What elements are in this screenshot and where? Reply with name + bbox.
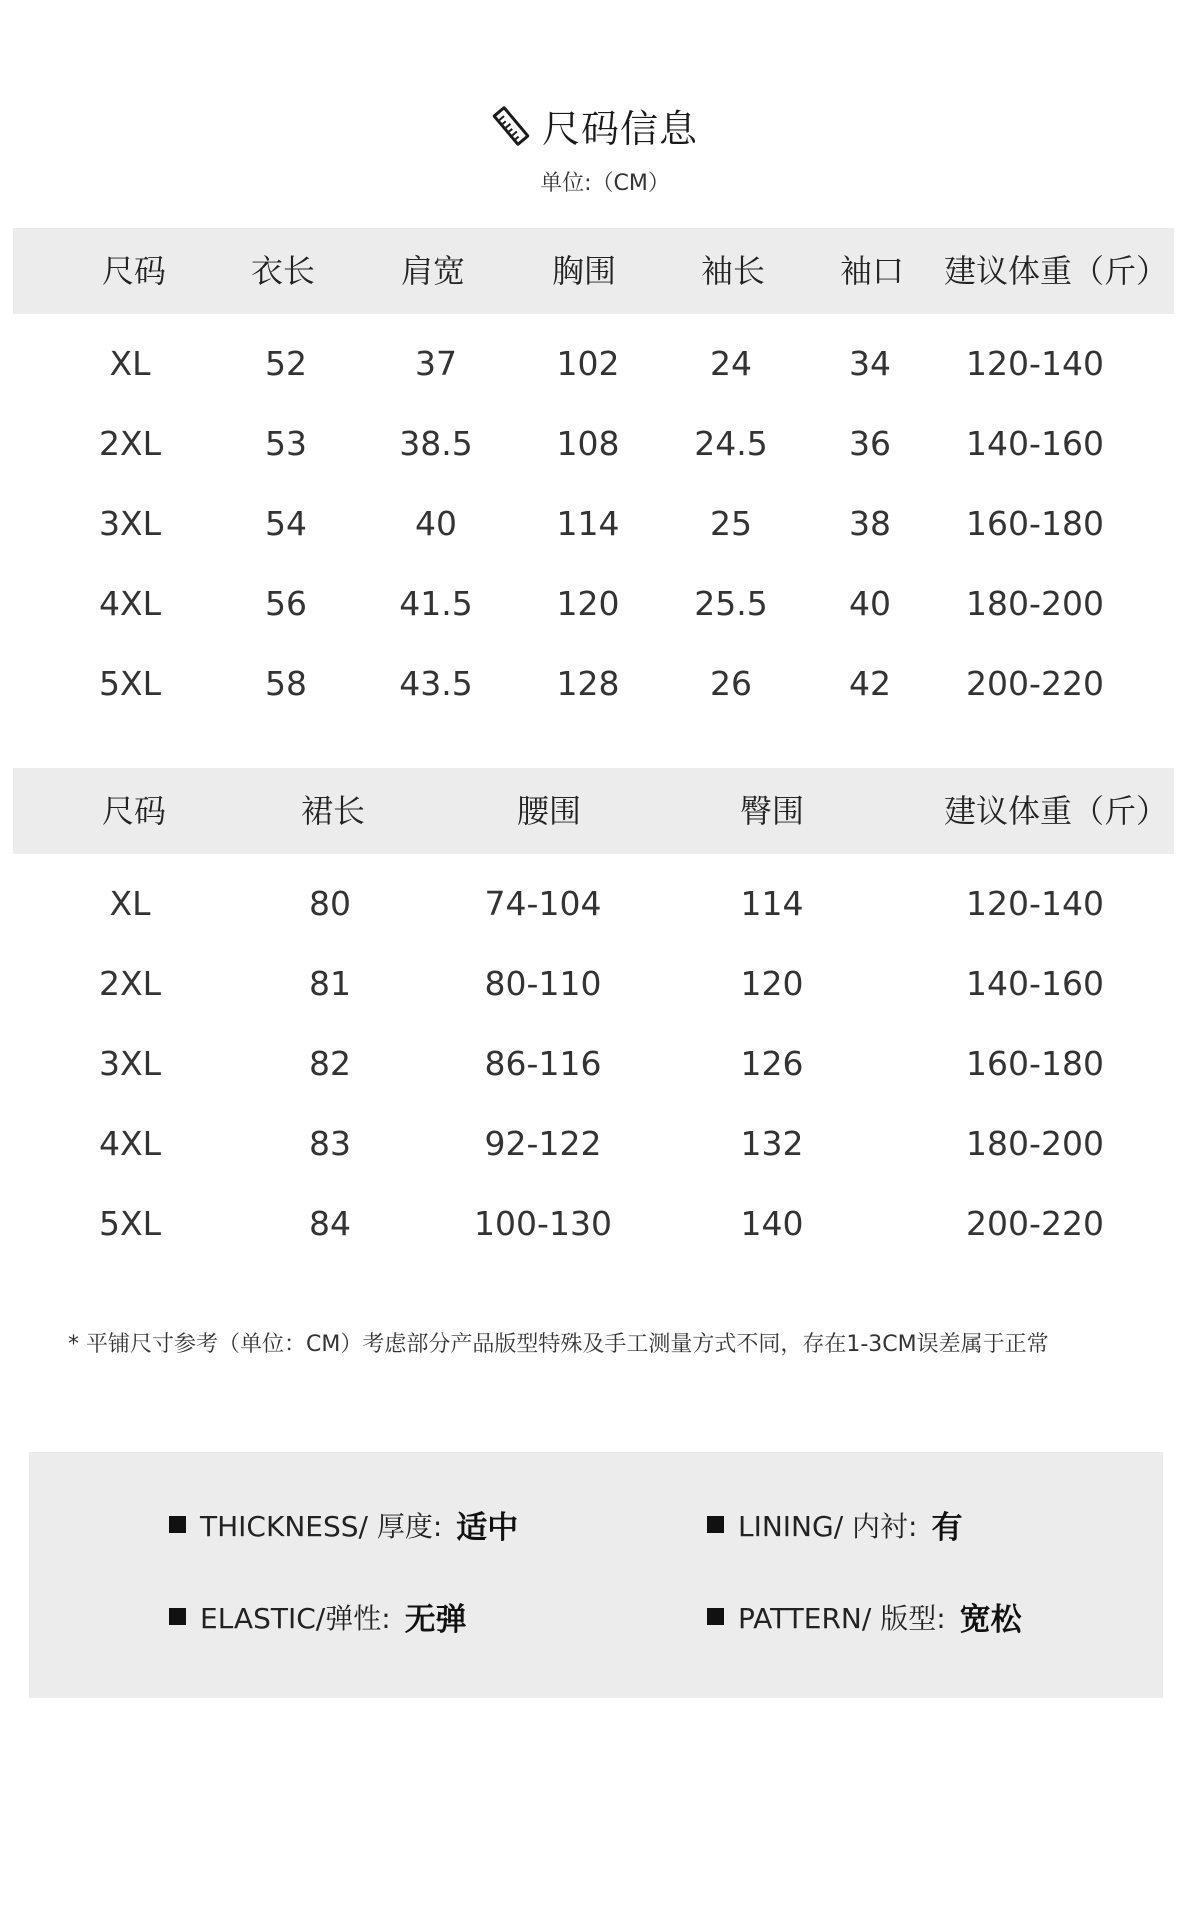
table-cell: 80-110: [484, 964, 602, 1003]
table-cell: 108: [556, 424, 620, 463]
table-cell: 140-160: [966, 964, 1104, 1003]
table-cell: 180-200: [966, 1124, 1104, 1163]
fabric-info-panel: [29, 1452, 1163, 1698]
table-row: [13, 1104, 1174, 1184]
table-cell: 200-220: [966, 664, 1104, 703]
elastic-value: 无弹: [404, 1602, 467, 1638]
table-cell: 25.5: [694, 584, 768, 623]
thickness-label: THICKNESS/ 厚度:: [200, 1509, 443, 1543]
title-area: [0, 98, 1200, 153]
header-cell: 袖长: [700, 252, 766, 290]
table-cell: 120: [556, 584, 620, 623]
header-cell: 衣长: [250, 252, 316, 290]
bullet-square-icon: [169, 1608, 186, 1625]
thickness-value: 适中: [456, 1510, 519, 1546]
unit-label: 单位:（CM）: [540, 171, 670, 196]
elastic-label: ELASTIC/弹性:: [200, 1601, 391, 1635]
pattern-value: 宽松: [959, 1602, 1022, 1638]
table-cell: 80: [309, 884, 351, 923]
header-cell: 胸围: [551, 252, 617, 290]
table-cell: 120-140: [966, 884, 1104, 923]
table-cell: 140: [740, 1204, 804, 1243]
table-cell: XL: [109, 884, 151, 923]
bullet-square-icon: [707, 1608, 724, 1625]
elastic-attr: [169, 1594, 467, 1639]
table-cell: 3XL: [99, 504, 161, 543]
header-cell: 袖口: [839, 252, 905, 290]
table-cell: XL: [109, 344, 151, 383]
bullet-square-icon: [707, 1516, 724, 1533]
lining-value: 有: [931, 1510, 963, 1546]
table-cell: 5XL: [99, 664, 161, 703]
table-cell: 40: [415, 504, 457, 543]
lining-label: LINING/ 内衬:: [738, 1509, 918, 1543]
table-row: [13, 944, 1174, 1024]
table-cell: 53: [265, 424, 307, 463]
table-cell: 102: [556, 344, 620, 383]
table-cell: 128: [556, 664, 620, 703]
table-cell: 36: [849, 424, 891, 463]
table-cell: 86-116: [484, 1044, 602, 1083]
lining-attr: [707, 1502, 962, 1547]
table-row: [13, 1024, 1174, 1104]
table-row: [13, 564, 1174, 644]
table-cell: 114: [740, 884, 804, 923]
table-cell: 92-122: [484, 1124, 602, 1163]
header-cell: 建议体重（斤）: [943, 792, 1169, 830]
table-cell: 5XL: [99, 1204, 161, 1243]
measurement-note: * 平铺尺寸参考（单位：CM）考虑部分产品版型特殊及手工测量方式不同，存在1-3CM误差属于正常: [68, 1332, 1049, 1357]
table-cell: 81: [309, 964, 351, 1003]
table-cell: 2XL: [99, 424, 161, 463]
table-cell: 54: [265, 504, 307, 543]
table-cell: 40: [849, 584, 891, 623]
pattern-attr: [707, 1594, 1022, 1639]
table-row: [13, 1184, 1174, 1264]
table-cell: 24.5: [694, 424, 768, 463]
table-cell: 180-200: [966, 584, 1104, 623]
table-cell: 74-104: [484, 884, 602, 923]
table-cell: 38: [849, 504, 891, 543]
header-cell: 尺码: [101, 252, 167, 290]
ruler-icon: [492, 104, 530, 148]
table-cell: 120: [740, 964, 804, 1003]
bottom-size-table: [13, 768, 1174, 1264]
table-header: [13, 768, 1174, 854]
bullet-square-icon: [169, 1516, 186, 1533]
pattern-label: PATTERN/ 版型:: [738, 1601, 946, 1635]
table-cell: 52: [265, 344, 307, 383]
table-row: [13, 404, 1174, 484]
table-cell: 34: [849, 344, 891, 383]
table-cell: 200-220: [966, 1204, 1104, 1243]
table-cell: 26: [710, 664, 752, 703]
header-cell: 建议体重（斤）: [943, 252, 1169, 290]
header-cell: 裙长: [300, 792, 366, 830]
table-cell: 83: [309, 1124, 351, 1163]
table-cell: 114: [556, 504, 620, 543]
thickness-attr: [169, 1502, 518, 1547]
table-cell: 82: [309, 1044, 351, 1083]
table-cell: 24: [710, 344, 752, 383]
table-cell: 41.5: [399, 584, 473, 623]
table-row: [13, 324, 1174, 404]
table-cell: 84: [309, 1204, 351, 1243]
header-cell: 臀围: [739, 792, 805, 830]
table-cell: 126: [740, 1044, 804, 1083]
table-cell: 25: [710, 504, 752, 543]
table-cell: 132: [740, 1124, 804, 1163]
table-cell: 58: [265, 664, 307, 703]
table-cell: 4XL: [99, 584, 161, 623]
table-row: [13, 864, 1174, 944]
table-cell: 38.5: [399, 424, 473, 463]
table-cell: 3XL: [99, 1044, 161, 1083]
table-row: [13, 484, 1174, 564]
header-cell: 尺码: [101, 792, 167, 830]
table-header: [13, 228, 1174, 314]
page-title: 尺码信息: [541, 107, 698, 151]
table-cell: 160-180: [966, 1044, 1104, 1083]
top-size-table: [13, 228, 1174, 724]
table-cell: 42: [849, 664, 891, 703]
table-cell: 4XL: [99, 1124, 161, 1163]
table-cell: 56: [265, 584, 307, 623]
table-row: [13, 644, 1174, 724]
table-cell: 100-130: [474, 1204, 612, 1243]
table-cell: 140-160: [966, 424, 1104, 463]
table-cell: 2XL: [99, 964, 161, 1003]
header-cell: 腰围: [516, 792, 582, 830]
table-cell: 160-180: [966, 504, 1104, 543]
table-cell: 43.5: [399, 664, 473, 703]
table-cell: 37: [415, 344, 457, 383]
table-cell: 120-140: [966, 344, 1104, 383]
header-cell: 肩宽: [400, 252, 466, 290]
